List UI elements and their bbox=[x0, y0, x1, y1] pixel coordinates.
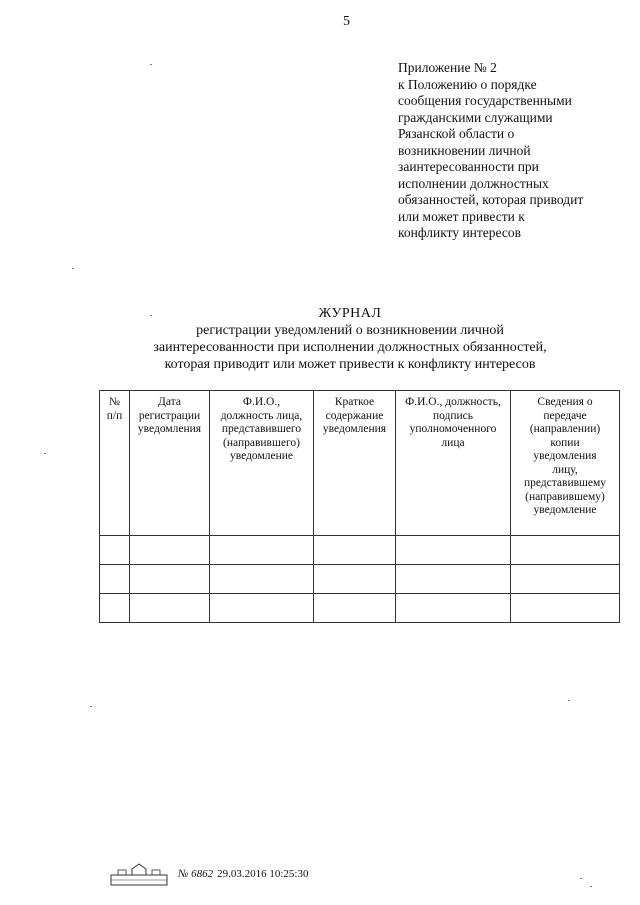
table-row bbox=[100, 536, 620, 565]
table-cell bbox=[210, 594, 314, 623]
appendix-line: или может привести к bbox=[398, 208, 525, 224]
column-header bbox=[100, 391, 130, 536]
column-header-line: регистрации bbox=[138, 409, 201, 422]
column-header-line: Ф.И.О., bbox=[242, 396, 281, 408]
table-cell bbox=[100, 594, 130, 623]
column-header bbox=[396, 391, 511, 536]
table-row bbox=[100, 594, 620, 623]
column-header-line: Дата bbox=[158, 396, 181, 408]
appendix-line: заинтересованности при bbox=[398, 159, 539, 174]
registration-number: № 6862 bbox=[178, 868, 214, 880]
appendix-line: обязанностей, которая приводит bbox=[398, 192, 584, 207]
column-header-line: (направившему) bbox=[525, 490, 605, 503]
appendix-line: возникновении личной bbox=[398, 142, 531, 158]
table-cell bbox=[130, 594, 210, 623]
table-cell bbox=[210, 565, 314, 594]
appendix-line: сообщения государственными bbox=[398, 93, 572, 108]
column-header-line: (направлении) bbox=[529, 423, 601, 435]
table-header-row bbox=[100, 391, 620, 536]
table-cell bbox=[396, 536, 511, 565]
column-header-line: представившему bbox=[523, 477, 607, 489]
appendix-block bbox=[398, 60, 618, 242]
column-header-line: уведомление bbox=[230, 450, 293, 462]
column-header bbox=[130, 391, 210, 536]
table-cell bbox=[130, 536, 210, 565]
column-header-line: содержание bbox=[325, 409, 384, 422]
appendix-line: гражданскими служащими bbox=[398, 109, 553, 125]
journal-table bbox=[99, 390, 620, 623]
column-header-line: подпись bbox=[432, 409, 474, 422]
table-cell bbox=[396, 594, 511, 623]
column-header-line: представившего bbox=[221, 423, 302, 435]
column-header bbox=[314, 391, 396, 536]
table-cell bbox=[396, 565, 511, 594]
column-header-line: уведомления bbox=[137, 423, 202, 435]
column-header bbox=[511, 391, 620, 536]
journal-subtitle-line-2: заинтересованности при исполнении должностных обязанностей, bbox=[153, 340, 547, 355]
table-cell bbox=[314, 565, 396, 594]
appendix-line: к Положению о порядке bbox=[398, 76, 537, 92]
table-cell bbox=[314, 594, 396, 623]
table-cell bbox=[314, 536, 396, 565]
table-cell bbox=[511, 536, 620, 565]
column-header-line: должность лица, bbox=[220, 409, 303, 422]
table-cell bbox=[100, 565, 130, 594]
column-header-line: (направившего) bbox=[223, 436, 300, 449]
table-cell bbox=[511, 565, 620, 594]
column-header-line: передаче bbox=[543, 409, 587, 422]
column-header-line: Краткое bbox=[334, 396, 375, 408]
appendix-line: Приложение № 2 bbox=[398, 60, 497, 75]
journal-subtitle-line-1: регистрации уведомлений о возникновении личной bbox=[196, 323, 504, 338]
column-header bbox=[210, 391, 314, 536]
column-header-line: уполномоченного bbox=[409, 423, 497, 435]
footer-registration bbox=[110, 861, 309, 887]
column-header-line: п/п bbox=[106, 409, 123, 422]
column-header-line: Ф.И.О., должность, bbox=[405, 396, 501, 408]
column-header-line: уведомления bbox=[533, 450, 597, 462]
column-header-line: Сведения о bbox=[537, 396, 593, 408]
registration-timestamp: 29.03.2016 10:25:30 bbox=[217, 868, 309, 880]
column-header-line: № bbox=[109, 396, 120, 408]
appendix-line: конфликту интересов bbox=[398, 225, 521, 240]
column-header-line: уведомления bbox=[322, 423, 387, 435]
journal-title: ЖУРНАЛ bbox=[318, 306, 382, 321]
table-cell bbox=[130, 565, 210, 594]
table-cell bbox=[511, 594, 620, 623]
appendix-line: исполнении должностных bbox=[398, 175, 549, 191]
column-header-line: лица bbox=[441, 436, 465, 449]
journal-subtitle-line-3: которая приводит или может привести к конфликту интересов bbox=[164, 357, 536, 372]
appendix-line: Рязанской области о bbox=[398, 126, 515, 141]
table-row bbox=[100, 565, 620, 594]
table-body bbox=[100, 536, 620, 623]
column-header-line: уведомление bbox=[533, 504, 597, 516]
table-cell bbox=[100, 536, 130, 565]
journal-title-block bbox=[0, 305, 640, 373]
table-cell bbox=[210, 536, 314, 565]
column-header-line: лицу, bbox=[552, 463, 578, 476]
registry-stamp-icon bbox=[110, 861, 168, 887]
column-header-line: копии bbox=[550, 436, 580, 449]
page-number: 5 bbox=[343, 14, 350, 29]
